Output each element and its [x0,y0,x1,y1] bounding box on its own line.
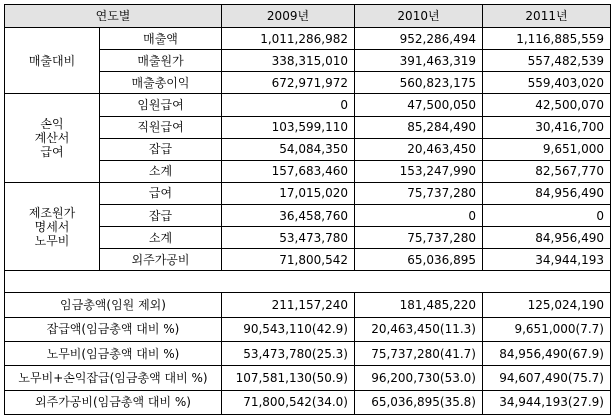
value-cell: 65,036,895 [355,249,483,271]
item-label: 직원급여 [100,116,222,138]
header-2010: 2010년 [355,5,483,28]
value-cell: 560,823,175 [355,72,483,94]
item-label: 소계 [100,160,222,182]
item-label: 급여 [100,182,222,204]
value-cell: 17,015,020 [222,182,355,204]
value-cell: 94,607,490(75.7) [483,366,611,390]
category-label-line: 손익 [40,117,64,132]
value-cell: 84,956,490 [483,227,611,249]
value-cell: 53,473,780(25.3) [222,341,355,365]
category-label-sales [5,28,100,94]
summary-row [5,390,611,414]
value-cell: 107,581,130(50.9) [222,366,355,390]
value-cell: 211,157,240 [222,293,355,317]
value-cell: 103,599,110 [222,116,355,138]
value-cell: 125,024,190 [483,293,611,317]
item-label: 매출원가 [100,50,222,72]
value-cell: 557,482,539 [483,50,611,72]
summary-label: 임금총액(임원 제외) [5,293,222,317]
table-row [5,182,611,204]
value-cell: 9,651,000 [483,138,611,160]
summary-row [5,341,611,365]
value-cell: 672,971,972 [222,72,355,94]
summary-label: 노무비+손익잡급(임금총액 대비 %) [5,366,222,390]
summary-label: 외주가공비(임금총액 대비 %) [5,390,222,414]
blank-cell [5,271,611,293]
value-cell: 0 [355,204,483,226]
value-cell: 559,403,020 [483,72,611,94]
summary-label: 잡급액(임금총액 대비 %) [5,317,222,341]
value-cell: 20,463,450(11.3) [355,317,483,341]
value-cell: 96,200,730(53.0) [355,366,483,390]
summary-row [5,317,611,341]
summary-row [5,366,611,390]
header-2009: 2009년 [222,5,355,28]
value-cell: 47,500,050 [355,94,483,116]
category-label-line: 노무비 [34,233,70,248]
value-cell: 53,473,780 [222,227,355,249]
item-label: 잡급 [100,204,222,226]
category-label-line: 명세서 [34,219,70,234]
value-cell: 84,956,490 [483,182,611,204]
value-cell: 75,737,280 [355,227,483,249]
value-cell: 71,800,542(34.0) [222,390,355,414]
value-cell: 71,800,542 [222,249,355,271]
value-cell: 36,458,760 [222,204,355,226]
summary-label: 노무비(임금총액 대비 %) [5,341,222,365]
table-row [5,94,611,116]
value-cell: 54,084,350 [222,138,355,160]
wage-cost-table [4,4,611,415]
category-label-income-statement-wages [5,94,100,182]
value-cell: 9,651,000(7.7) [483,317,611,341]
table-row [5,28,611,50]
value-cell: 84,956,490(67.9) [483,341,611,365]
value-cell: 391,463,319 [355,50,483,72]
item-label: 소계 [100,227,222,249]
value-cell: 42,500,070 [483,94,611,116]
item-label: 매출총이익 [100,72,222,94]
item-label: 잡급 [100,138,222,160]
value-cell: 34,944,193(27.9) [483,390,611,414]
value-cell: 82,567,770 [483,160,611,182]
value-cell: 153,247,990 [355,160,483,182]
item-label: 매출액 [100,28,222,50]
category-label-line: 급여 [40,145,64,160]
value-cell: 1,116,885,559 [483,28,611,50]
value-cell: 0 [483,204,611,226]
value-cell: 0 [222,94,355,116]
category-label-line: 제조원가 [28,205,76,220]
value-cell: 952,286,494 [355,28,483,50]
value-cell: 65,036,895(35.8) [355,390,483,414]
category-label-manufacturing-labor [5,182,100,270]
category-label-line: 계산서 [34,131,70,146]
value-cell: 75,737,280 [355,182,483,204]
value-cell: 1,011,286,982 [222,28,355,50]
item-label: 외주가공비 [100,249,222,271]
value-cell: 90,543,110(42.9) [222,317,355,341]
header-2011: 2011년 [483,5,611,28]
header-year-label: 연도별 [5,5,222,28]
value-cell: 30,416,700 [483,116,611,138]
value-cell: 34,944,193 [483,249,611,271]
value-cell: 85,284,490 [355,116,483,138]
value-cell: 75,737,280(41.7) [355,341,483,365]
value-cell: 338,315,010 [222,50,355,72]
header-row [5,5,611,28]
item-label: 임원급여 [100,94,222,116]
value-cell: 157,683,460 [222,160,355,182]
value-cell: 20,463,450 [355,138,483,160]
summary-row [5,293,611,317]
blank-separator-row [5,271,611,293]
category-label-line: 매출대비 [28,53,76,68]
value-cell: 181,485,220 [355,293,483,317]
